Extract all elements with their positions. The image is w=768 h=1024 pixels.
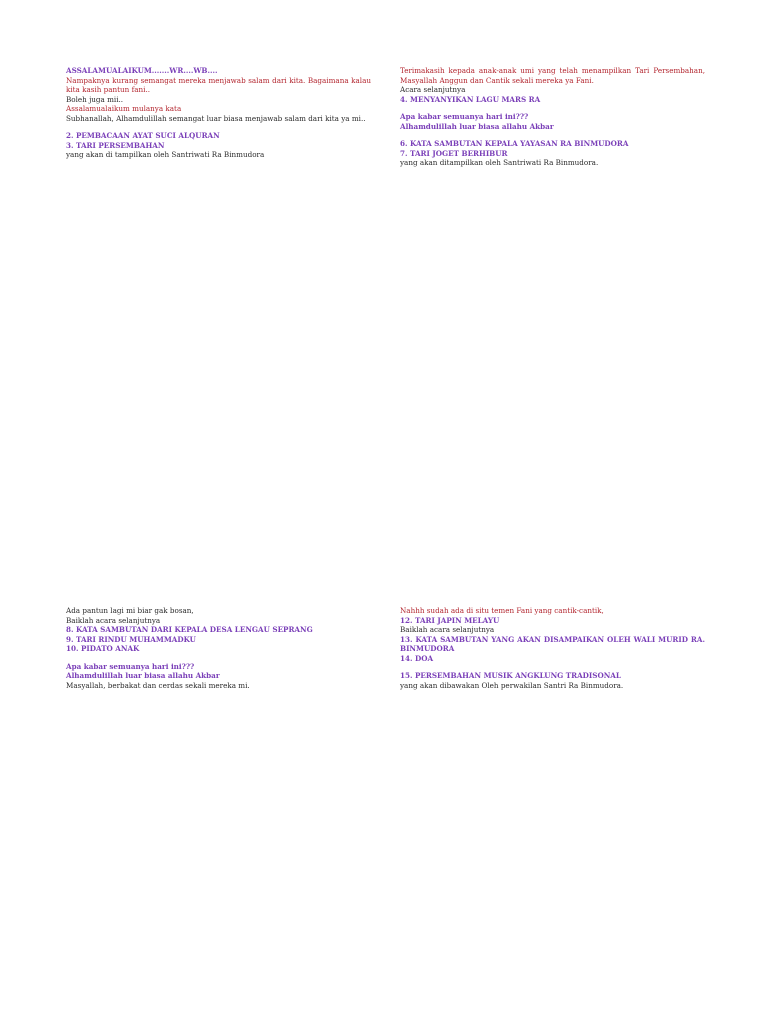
section-heading: 6. KATA SAMBUTAN KEPALA YAYASAN RA BINMUDORA (400, 139, 629, 148)
script-block-2 (400, 66, 708, 168)
script-line: Alhamdulillah luar biasa allahu Akbar (66, 671, 220, 680)
script-line: Subhanallah, Alhamdulillah semangat luar biasa menjawab salam dari kita ya mi.. (66, 113, 366, 123)
section-heading: 15. PERSEMBAHAN MUSIK ANGKLUNG TRADISONAL (400, 671, 621, 680)
section-heading: 7. TARI JOGET BERHIBUR (400, 148, 508, 158)
script-line: Assalamualaikum mulanya kata (66, 104, 182, 113)
script-line: Boleh juga mii.. (66, 94, 124, 104)
script-line: Nahhh sudah ada di situ temen Fani yang cantik-cantik, (400, 606, 604, 615)
section-heading: 13. KATA SAMBUTAN YANG AKAN DISAMPAIKAN OLEH WALI MURID RA. BINMUDORA (400, 634, 708, 653)
script-line: Acara selanjutnya (400, 85, 466, 94)
script-line: ASSALAMUALAIKUM.......WR....WB.... (66, 66, 218, 75)
script-line: yang akan di tampilkan oleh Santriwati Ra Binmudora (66, 150, 265, 159)
script-line (400, 131, 705, 139)
section-heading: 12. TARI JAPIN MELAYU (400, 615, 500, 625)
script-line: Apa kabar semuanya hari ini??? (66, 661, 195, 671)
script-line (400, 663, 705, 671)
script-block-1 (66, 66, 374, 160)
section-heading: 2. PEMBACAAN AYAT SUCI ALQURAN (66, 131, 220, 140)
section-heading: 9. TARI RINDU MUHAMMADKU (66, 634, 196, 644)
section-heading: 4. MENYANYIKAN LAGU MARS RA (400, 94, 541, 104)
script-line (66, 654, 371, 662)
script-line: Alhamdulillah luar biasa allahu Akbar (400, 121, 554, 131)
script-line: Apa kabar semuanya hari ini??? (400, 112, 529, 121)
script-line: yang akan ditampilkan oleh Santriwati Ra Binmudora. (400, 158, 599, 167)
script-line: Nampaknya kurang semangat mereka menjawab salam dari kita. Bagaimana kalau kita kasih pantun fani.. (66, 75, 374, 94)
script-block-3 (66, 606, 371, 690)
script-line: yang akan dibawakan Oleh perwakilan Santri Ra Binmudora. (400, 680, 624, 690)
script-line: Terimakasih kepada anak-anak umi yang telah menampilkan Tari Persembahan, Masyallah Anggun dan Cantik sekali mereka ya Fani. (400, 66, 708, 85)
script-line (66, 123, 371, 131)
script-line: Ada pantun lagi mi biar gak bosan, (66, 606, 194, 615)
script-line: Baiklah acara selanjutnya (66, 615, 161, 625)
script-block-4 (400, 606, 708, 690)
section-heading: 14. DOA (400, 653, 434, 663)
script-line (400, 104, 705, 112)
script-line: Baiklah acara selanjutnya (400, 625, 495, 634)
section-heading: 3. TARI PERSEMBAHAN (66, 140, 165, 150)
section-heading: 8. KATA SAMBUTAN DARI KEPALA DESA LENGAU SEPRANG (66, 625, 313, 634)
section-heading: 10. PIDATO ANAK (66, 644, 140, 653)
script-line: Masyallah, berbakat dan cerdas sekali mereka mi. (66, 680, 250, 690)
